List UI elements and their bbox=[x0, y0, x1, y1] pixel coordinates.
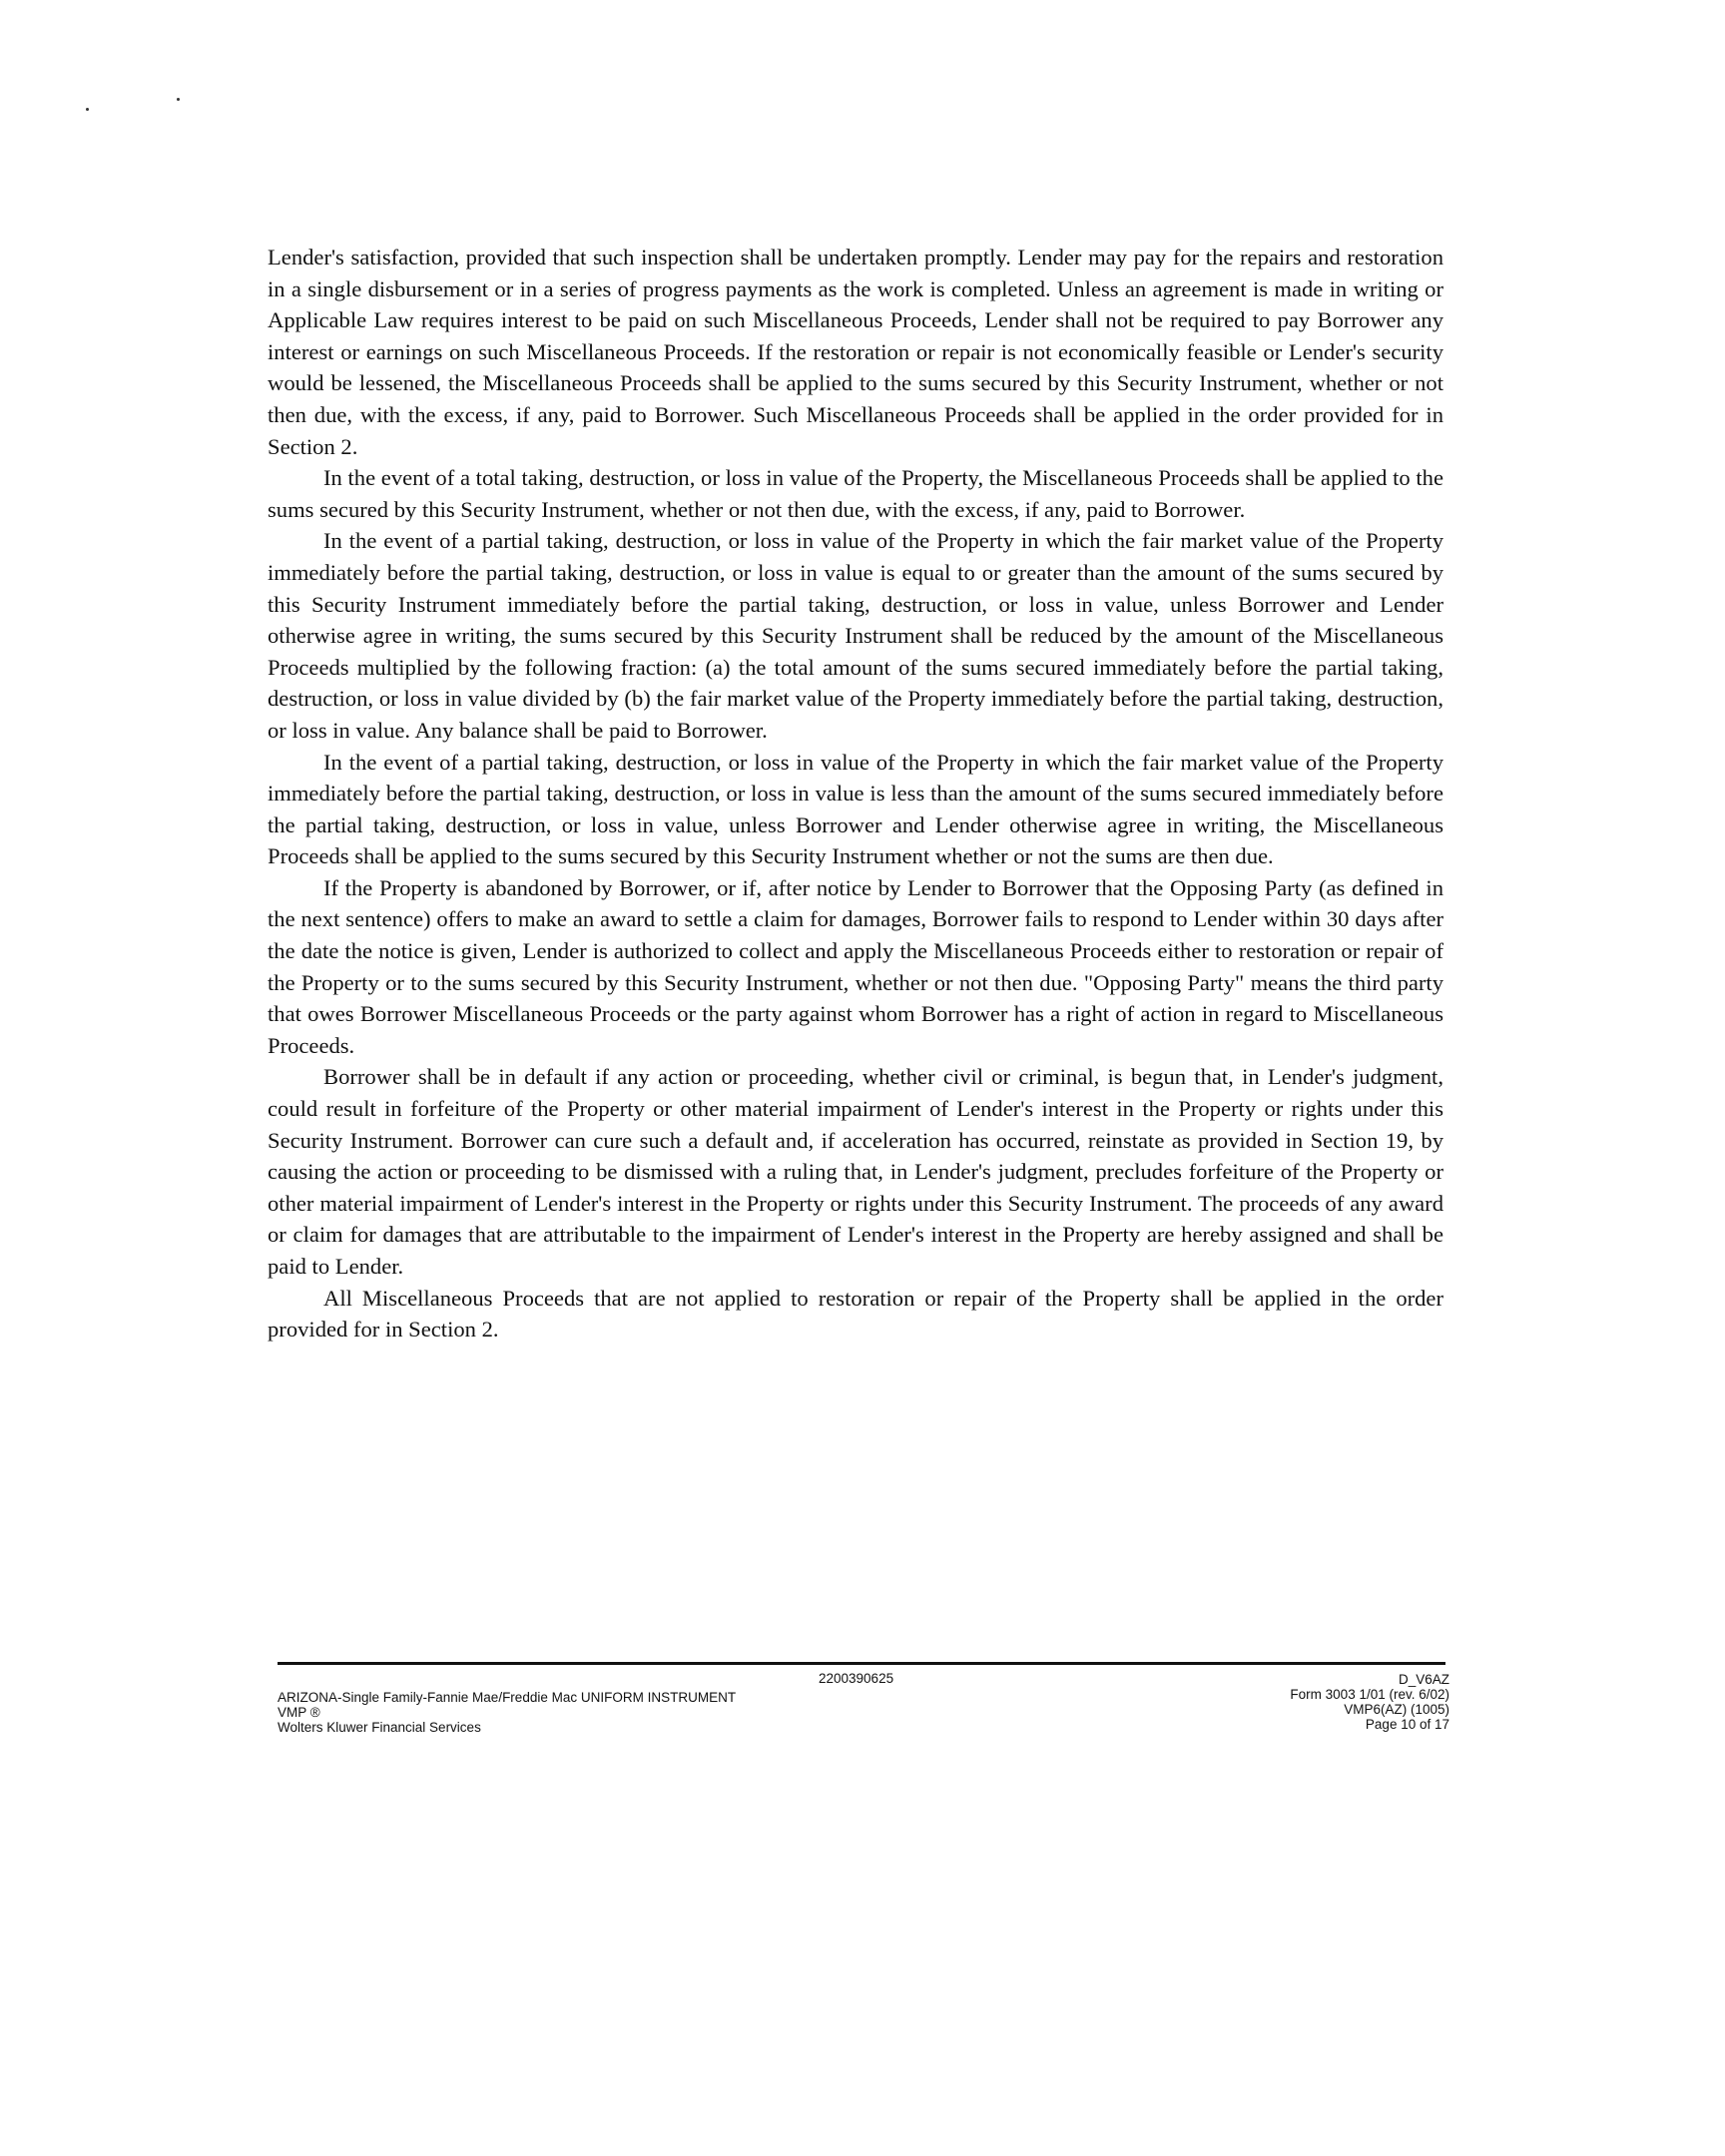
scan-speck bbox=[177, 98, 180, 101]
paragraph-partial-taking-equal: In the event of a partial taking, destruction, or loss in value of the Property in which the fair market value of the Property immediately before the partial taking, destruction, or loss in value is equal to or greater than the amount of the sums secured by this Security Instrument immediately before the partial taking, destruction, or loss in value, unless Borrower and Lender otherwise agree in writing, the sums secured by this Security Instrument shall be reduced by the amount of the Miscellaneous Proceeds multiplied by the following fraction: (a) the total amount of the sums secured immediately before the partial taking, destruction, or loss in value divided by (b) the fair market value of the Property immediately before the partial taking, destruction, or loss in value. Any balance shall be paid to Borrower. bbox=[268, 528, 1443, 743]
scan-speck bbox=[86, 108, 89, 111]
loan-number: 2200390625 bbox=[819, 1671, 894, 1686]
paragraph-abandoned-property: If the Property is abandoned by Borrower, or if, after notice by Lender to Borrower that the Opposing Party (as defined in the next sentence) offers to make an award to settle a claim for damages, Borrower fails to respond to Lender within 30 days after the date the notice is given, Lender is authorized to collect and apply the Miscellaneous Proceeds either to restoration or repair of the Property or to the sums secured by this Security Instrument, whether or not then due. "Opposing Party" means the third party that owes Borrower Miscellaneous Proceeds or the party against whom Borrower has a right of action in regard to Miscellaneous Proceeds. bbox=[268, 874, 1443, 1058]
form-code: D_V6AZ bbox=[1398, 1672, 1449, 1687]
footer-loan-number bbox=[819, 1671, 978, 1686]
paragraph-total-taking: In the event of a total taking, destruction, or loss in value of the Property, the Miscellaneous Proceeds shall be applied to the sums secured by this Security Instrument, whether or not then due, with the excess, if any, paid to Borrower. bbox=[268, 465, 1443, 522]
paragraph-borrower-default: Borrower shall be in default if any action or proceeding, whether civil or criminal, is begun that, in Lender's judgment, could result in forfeiture of the Property or other material impairment of Lender's interest in the Property or rights under this Security Instrument. Borrower can cure such a default and, if acceleration has occurred, reinstate as provided in Section 19, by causing the action or proceeding to be dismissed with a ruling that, in Lender's judgment, precludes forfeiture of the Property or other material impairment of Lender's interest in the Property or rights under this Security Instrument. The proceeds of any award or claim for damages that are attributable to the impairment of Lender's interest in the Property are hereby assigned and shall be paid to Lender. bbox=[268, 1064, 1443, 1279]
page-number: Page 10 of 17 bbox=[1365, 1717, 1449, 1732]
paragraph-continuation: Lender's satisfaction, provided that such inspection shall be undertaken promptly. Lender may pay for the repairs and restoration in a single disbursement or in a series of progress payments as the work is completed. Unless an agreement is made in writing or Applicable Law requires interest to be paid on such Miscellaneous Proceeds, Lender shall not be required to pay Borrower any interest or earnings on such Miscellaneous Proceeds. If the restoration or repair is not economically feasible or Lender's security would be lessened, the Miscellaneous Proceeds shall be applied to the sums secured by this Security Instrument, whether or not then due, with the excess, if any, paid to Borrower. Such Miscellaneous Proceeds shall be applied in the order provided for in Section 2. bbox=[268, 245, 1443, 459]
form-number: Form 3003 1/01 (rev. 6/02) bbox=[1290, 1687, 1449, 1702]
footer-right-block bbox=[1188, 1672, 1449, 1732]
footer-divider bbox=[278, 1662, 1445, 1665]
document-body bbox=[268, 242, 1443, 1346]
publisher-name: Wolters Kluwer Financial Services bbox=[278, 1720, 481, 1735]
form-title: ARIZONA-Single Family-Fannie Mae/Freddie Mac UNIFORM INSTRUMENT bbox=[278, 1690, 737, 1705]
paragraph-partial-taking-less: In the event of a partial taking, destruction, or loss in value of the Property in which the fair market value of the Property immediately before the partial taking, destruction, or loss in value is less than the amount of the sums secured immediately before the partial taking, destruction, or loss in value, unless Borrower and Lender otherwise agree in writing, the Miscellaneous Proceeds shall be applied to the sums secured by this Security Instrument whether or not the sums are then due. bbox=[268, 749, 1443, 869]
vmp-code: VMP6(AZ) (1005) bbox=[1344, 1702, 1449, 1717]
paragraph-unapplied-proceeds: All Miscellaneous Proceeds that are not applied to restoration or repair of the Property shall be applied in the order provided for in Section 2. bbox=[268, 1285, 1443, 1343]
footer-left-block bbox=[278, 1690, 976, 1735]
vmp-mark: VMP ® bbox=[278, 1705, 320, 1720]
